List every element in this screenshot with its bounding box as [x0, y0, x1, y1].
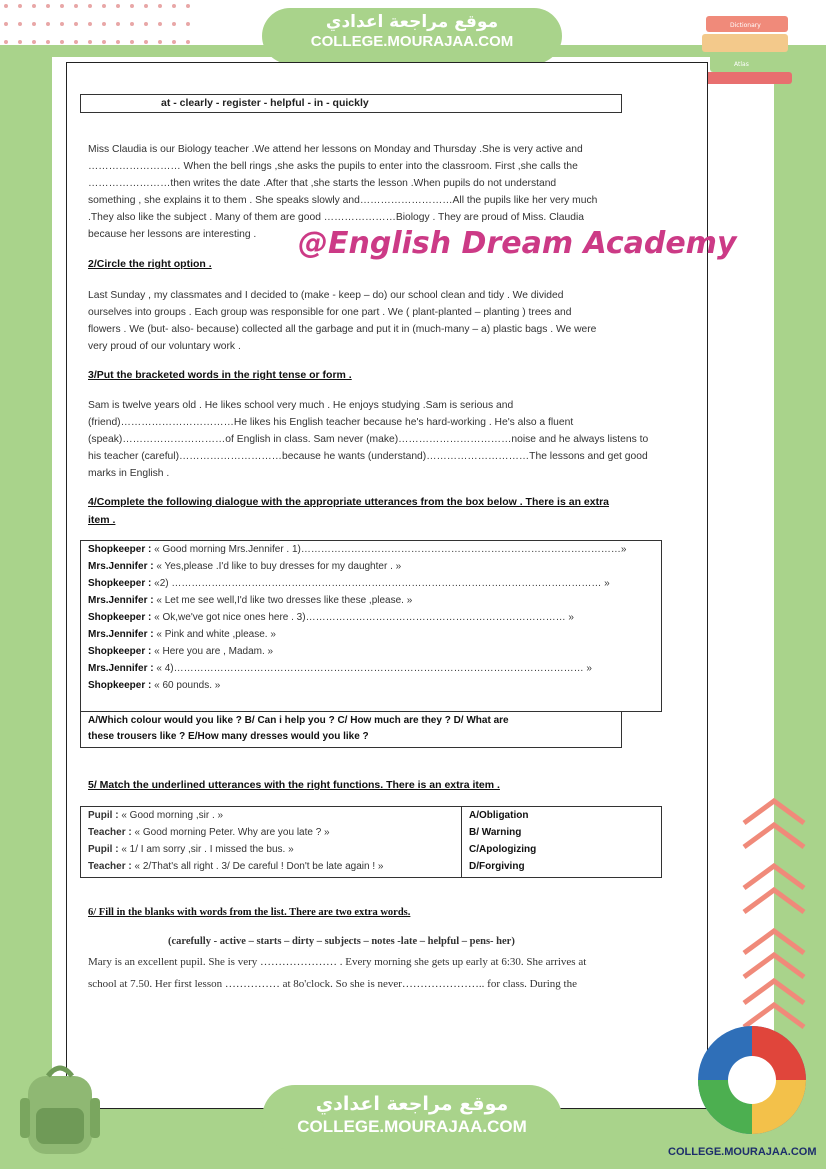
dot	[172, 40, 176, 44]
match-row: Teacher : « Good morning Peter. Why are you late ? »	[88, 827, 330, 838]
site-url[interactable]: COLLEGE.MOURAJAA.COM	[310, 33, 514, 50]
dot	[158, 40, 162, 44]
function-item: A/Obligation	[469, 810, 529, 821]
dot	[46, 4, 50, 8]
ex1-line: .They also like the subject . Many of them are good …………………Biology . They are proud of Miss. Claudia	[88, 212, 584, 223]
ex1-words: at - clearly - register - helpful - in - quickly	[161, 97, 369, 109]
dot	[130, 4, 134, 8]
dot	[60, 22, 64, 26]
site-banner-bottom[interactable]	[262, 1085, 562, 1151]
options-line: these trousers like ? E/How many dresses would you like ?	[88, 731, 369, 742]
match-row: Pupil : « 1/ I am sorry ,sir . I missed the bus. »	[88, 844, 294, 855]
ex3-title: 3/Put the bracketed words in the right tense or form .	[88, 369, 352, 381]
ex2-line: Last Sunday , my classmates and I decided to (make - keep – do) our school clean and tidy . We divided	[88, 290, 564, 301]
dialogue-line: Mrs.Jennifer : « 4)…………………………………………………………………………………………………………… »	[88, 663, 592, 674]
dot	[18, 22, 22, 26]
dialogue-line: Shopkeeper : « 60 pounds. »	[88, 680, 221, 691]
ex2-paragraph	[88, 287, 674, 355]
dialogue-line: Shopkeeper : « Good morning Mrs.Jennifer . 1)……………………………………………………………………………………»	[88, 544, 627, 555]
ex4-title-cont: item .	[88, 514, 116, 526]
book-label-2: Atlas	[734, 61, 749, 68]
dot	[158, 4, 162, 8]
backpack-icon	[10, 1058, 110, 1158]
dot	[102, 22, 106, 26]
dialogue-line: Shopkeeper : «2) ………………………………………………………………………………………………………………… »	[88, 578, 610, 589]
dot	[116, 22, 120, 26]
dot	[4, 22, 8, 26]
dot	[32, 22, 36, 26]
site-banner-top[interactable]	[262, 8, 562, 64]
dot	[32, 4, 36, 8]
dot	[74, 22, 78, 26]
dot	[32, 40, 36, 44]
site-url[interactable]: COLLEGE.MOURAJAA.COM	[297, 1117, 527, 1136]
ex1-line: Miss Claudia is our Biology teacher .We attend her lessons on Monday and Thursday .She is very active and	[88, 144, 583, 155]
dot	[4, 4, 8, 8]
dot	[144, 4, 148, 8]
ex2-line: ourselves into groups . Each group was responsible for one part . We ( plant-planted – planting ) trees and	[88, 307, 572, 318]
school-logo-icon	[696, 1024, 808, 1136]
dot	[88, 40, 92, 44]
dialogue-box	[80, 540, 662, 712]
ex3-line: his teacher (careful)…………………………because he wants (understand)…………………………The lessons and get good	[88, 451, 648, 462]
function-item: D/Forgiving	[469, 861, 525, 872]
books-icon	[700, 12, 800, 87]
dot	[102, 40, 106, 44]
ex1-line: because her lessons are interesting .	[88, 229, 257, 240]
school-logo-text: COLLEGE.MOURAJAA.COM	[668, 1146, 817, 1158]
function-item: B/ Warning	[469, 827, 522, 838]
dot	[186, 4, 190, 8]
chevron-up-icon	[738, 795, 810, 855]
dot	[144, 40, 148, 44]
dot	[74, 40, 78, 44]
ex2-line: very proud of our voluntary work .	[88, 341, 241, 352]
dot	[60, 4, 64, 8]
ex2-title: 2/Circle the right option .	[88, 258, 212, 270]
ex1-line: ……………………… When the bell rings ,she asks the pupils to enter into the classroom. First ,she calls the	[88, 161, 578, 172]
ex6-line: Mary is an excellent pupil. She is very ………………… . Every morning she gets up early at 6:30. She arrives at	[88, 956, 587, 968]
dot	[144, 22, 148, 26]
dialogue-line: Mrs.Jennifer : « Let me see well,I'd like two dresses like these ,please. »	[88, 595, 413, 606]
dot	[186, 40, 190, 44]
dot	[46, 22, 50, 26]
dot	[172, 4, 176, 8]
ex5-title: 5/ Match the underlined utterances with the right functions. There is an extra item .	[88, 779, 500, 791]
dot	[88, 22, 92, 26]
dialogue-line: Shopkeeper : « Here you are , Madam. »	[88, 646, 274, 657]
ex3-line: marks in English .	[88, 468, 170, 479]
ex6-line: school at 7.50. Her first lesson …………… at 8o'clock. So she is never………………….. for class. During the	[88, 978, 577, 990]
dot-pattern	[4, 4, 204, 54]
ex1-line: something , she explains it to them . She speaks slowly and………………………All the pupils like her very much	[88, 195, 598, 206]
match-divider	[461, 807, 462, 877]
dot	[172, 22, 176, 26]
dot	[88, 4, 92, 8]
dot	[74, 4, 78, 8]
dot	[130, 22, 134, 26]
match-row: Teacher : « 2/That's all right . 3/ De careful ! Don't be late again ! »	[88, 861, 384, 872]
dot	[116, 4, 120, 8]
dot	[158, 22, 162, 26]
options-box	[80, 711, 622, 748]
dot	[102, 4, 106, 8]
site-name-arabic: موقع مراجعة اعدادي	[315, 1093, 509, 1115]
dialogue-line: Mrs.Jennifer : « Yes,please .I'd like to buy dresses for my daughter . »	[88, 561, 402, 572]
ex3-line: Sam is twelve years old . He likes school very much . He enjoys studying .Sam is serious and	[88, 400, 514, 411]
dot	[116, 40, 120, 44]
match-table	[80, 806, 662, 878]
dot	[46, 40, 50, 44]
dot	[4, 40, 8, 44]
dot	[18, 4, 22, 8]
book-label-1: Dictionary	[730, 22, 761, 29]
dialogue-line: Shopkeeper : « Ok,we've got nice ones here . 3)…………………………………………………………………… »	[88, 612, 574, 623]
ex3-line: (friend)……………………………He likes his English teacher because he's hard-working . He's also a fluent	[88, 417, 574, 428]
ex1-line: ……………………then writes the date .After that ,she starts the lesson .When pupils do not understand	[88, 178, 557, 189]
chevron-up-icon	[738, 860, 810, 920]
watermark-logo: @English Dream Academy	[298, 226, 737, 261]
dot	[18, 40, 22, 44]
match-row: Pupil : « Good morning ,sir . »	[88, 810, 224, 821]
dot	[130, 40, 134, 44]
dialogue-line: Mrs.Jennifer : « Pink and white ,please. »	[88, 629, 276, 640]
ex2-line: flowers . We (but- also- because) collected all the garbage and put it in (much-many – a) plastic bags . We were	[88, 324, 597, 335]
dot	[186, 22, 190, 26]
site-name-arabic: موقع مراجعة اعدادي	[325, 12, 499, 32]
ex4-title: 4/Complete the following dialogue with the appropriate utterances from the box below . There is an extra	[88, 496, 609, 508]
ex6-paragraph	[88, 951, 684, 995]
function-item: C/Apologizing	[469, 844, 537, 855]
options-line: A/Which colour would you like ? B/ Can i help you ? C/ How much are they ? D/ What are	[88, 715, 509, 726]
ex3-line: (speak)…………………………of English in class. Sam never (make)……………………………noise and he always listens to	[88, 434, 649, 445]
dot	[60, 40, 64, 44]
ex3-paragraph	[88, 397, 684, 482]
ex6-title: 6/ Fill in the blanks with words from the list. There are two extra words.	[88, 907, 411, 918]
green-border-left	[0, 45, 52, 1169]
ex6-word-list: (carefully - active – starts – dirty – subjects – notes -late – helpful – pens- her)	[168, 936, 515, 947]
ex1-word-box	[80, 94, 622, 113]
